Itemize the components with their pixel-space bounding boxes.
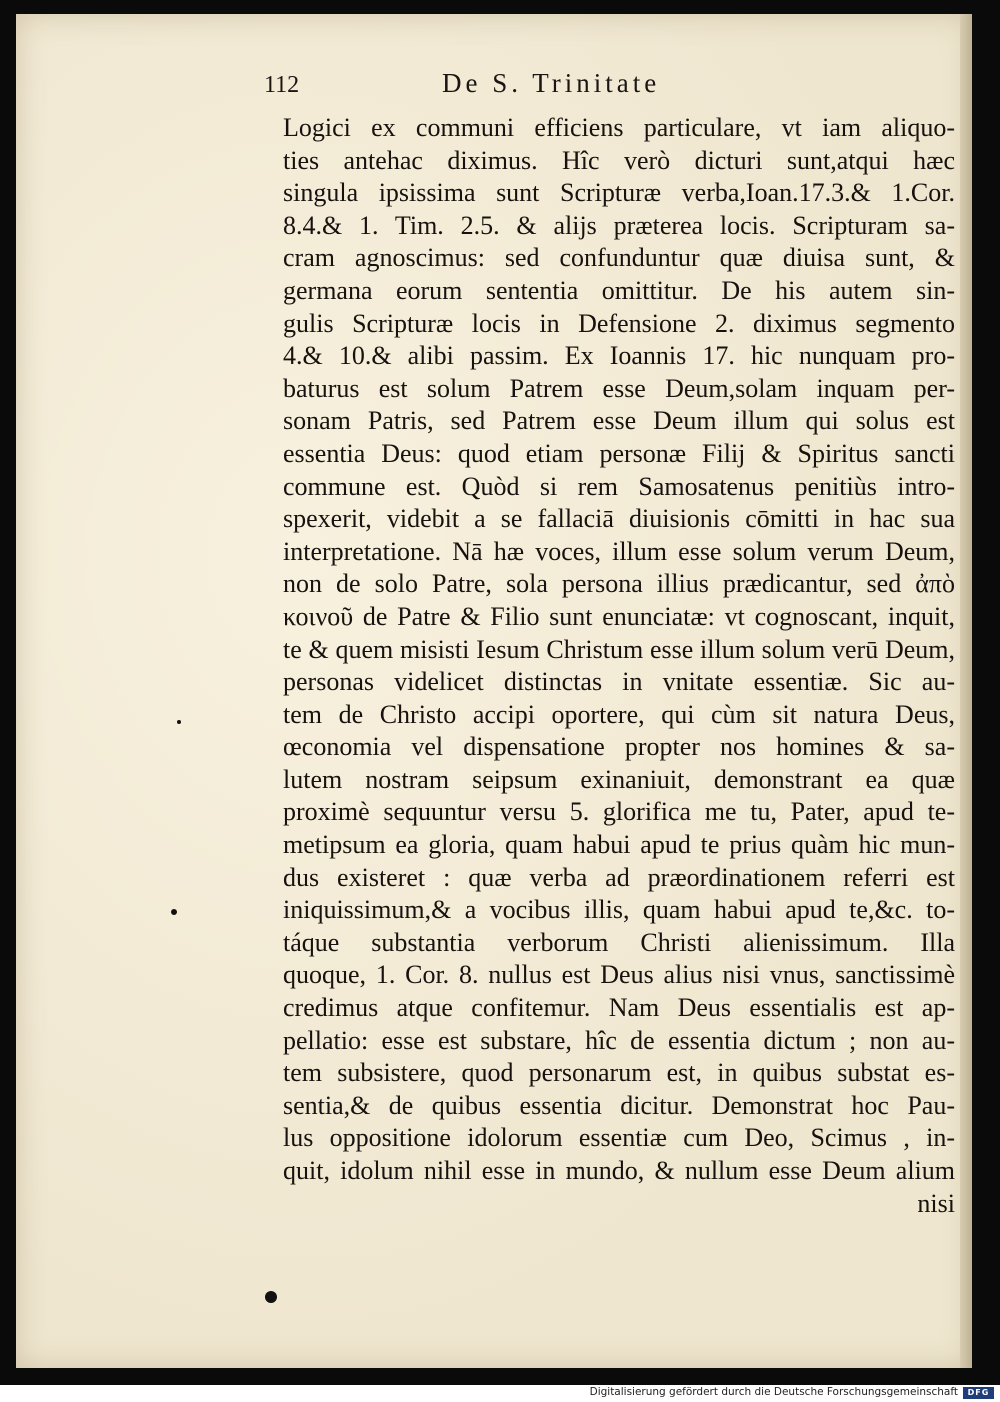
text-line: Logici ex communi efficiens particulare, vt iam aliquo- (283, 113, 955, 142)
text-line: gulis Scripturæ locis in Defensione 2. diximus segmento (283, 308, 955, 338)
text-line: κοινοῦ de Patre & Filio sunt enunciatæ: vt cognoscant, inquit, (283, 601, 955, 631)
text-line: essentia Deus: quod etiam personæ Filij & Spiritus sancti (283, 438, 955, 468)
text-line: lus oppositione idolorum essentiæ cum Deo, Scimus , in- (283, 1123, 955, 1153)
text-line: iniquissimum,& a vocibus illis, quam habui apud te,&c. to- (283, 895, 955, 925)
text-line: interpretatione. Nā hæ voces, illum esse solum verum Deum, (283, 536, 955, 566)
text-line: credimus atque confitemur. Nam Deus essentialis est ap- (283, 993, 955, 1023)
text-line: lutem nostram seipsum exinaniuit, demonstrant ea quæ (283, 764, 955, 794)
text-line: baturus est solum Patrem esse Deum,solam inquam per- (283, 373, 955, 403)
body-text (283, 112, 955, 1220)
margin-dot (171, 909, 177, 915)
page-number: 112 (264, 72, 300, 98)
text-line: dus existeret : quæ verba ad præordinationem referri est (283, 862, 955, 892)
text-line: pellatio: esse est substare, hîc de essentia dictum ; non au- (283, 1025, 955, 1055)
text-line: ties antehac diximus. Hîc verò dicturi sunt,atqui hæc (283, 145, 955, 175)
margin-dot (265, 1291, 277, 1303)
running-head (264, 68, 784, 108)
text-line: quoque, 1. Cor. 8. nullus est Deus alius nisi vnus, sanctissimè (283, 960, 955, 990)
text-line: non de solo Patre, sola persona illius prædicantur, sed ἀπὸ (283, 569, 955, 599)
text-line: tem de Christo accipi oportere, qui cùm sit natura Deus, (283, 699, 955, 729)
text-line: sentia,& de quibus essentia dicitur. Demonstrat hoc Pau- (283, 1090, 955, 1120)
text-line: quit, idolum nihil esse in mundo, & nullum esse Deum alium (283, 1156, 955, 1185)
running-title: De S. Trinitate (442, 68, 661, 98)
text-line: commune est. Quòd si rem Samosatenus penitiùs intro- (283, 471, 955, 501)
dfg-logo-icon: DFG (963, 1387, 994, 1399)
text-line: cram agnoscimus: sed confunduntur quæ diuisa sunt, & (283, 243, 955, 273)
margin-dot (177, 720, 181, 724)
text-line: te & quem misisti Iesum Christum esse illum solum verū Deum, (283, 634, 955, 664)
catchword: nisi (917, 1188, 955, 1218)
text-line: táque substantia verborum Christi alienissimum. Illa (283, 927, 955, 957)
text-line: œconomia vel dispensatione propter nos homines & sa- (283, 732, 955, 762)
text-line: germana eorum sententia omittitur. De his autem sin- (283, 275, 955, 305)
text-line: tem subsistere, quod personarum est, in quibus substat es- (283, 1058, 955, 1088)
text-line: 8.4.& 1. Tim. 2.5. & alijs præterea locis. Scripturam sa- (283, 210, 955, 240)
text-line: sonam Patris, sed Patrem esse Deum illum qui solus est (283, 406, 955, 436)
text-line: spexerit, videbit a se fallaciā diuisionis cōmitti in hac sua (283, 504, 955, 534)
text-line: metipsum ea gloria, quam habui apud te prius quàm hic mun- (283, 830, 955, 860)
footer-bar (0, 1385, 1000, 1402)
digitization-credit: Digitalisierung gefördert durch die Deutsche Forschungsgemeinschaft (589, 1386, 958, 1398)
text-line: singula ipsissima sunt Scripturæ verba,Ioan.17.3.& 1.Cor. (283, 178, 955, 208)
text-line: proximè sequuntur versu 5. glorifica me tu, Pater, apud te- (283, 797, 955, 827)
text-line: personas videlicet distinctas in vnitate essentiæ. Sic au- (283, 667, 955, 697)
text-line: 4.& 10.& alibi passim. Ex Ioannis 17. hic nunquam pro- (283, 341, 955, 371)
page-edge (960, 14, 972, 1368)
